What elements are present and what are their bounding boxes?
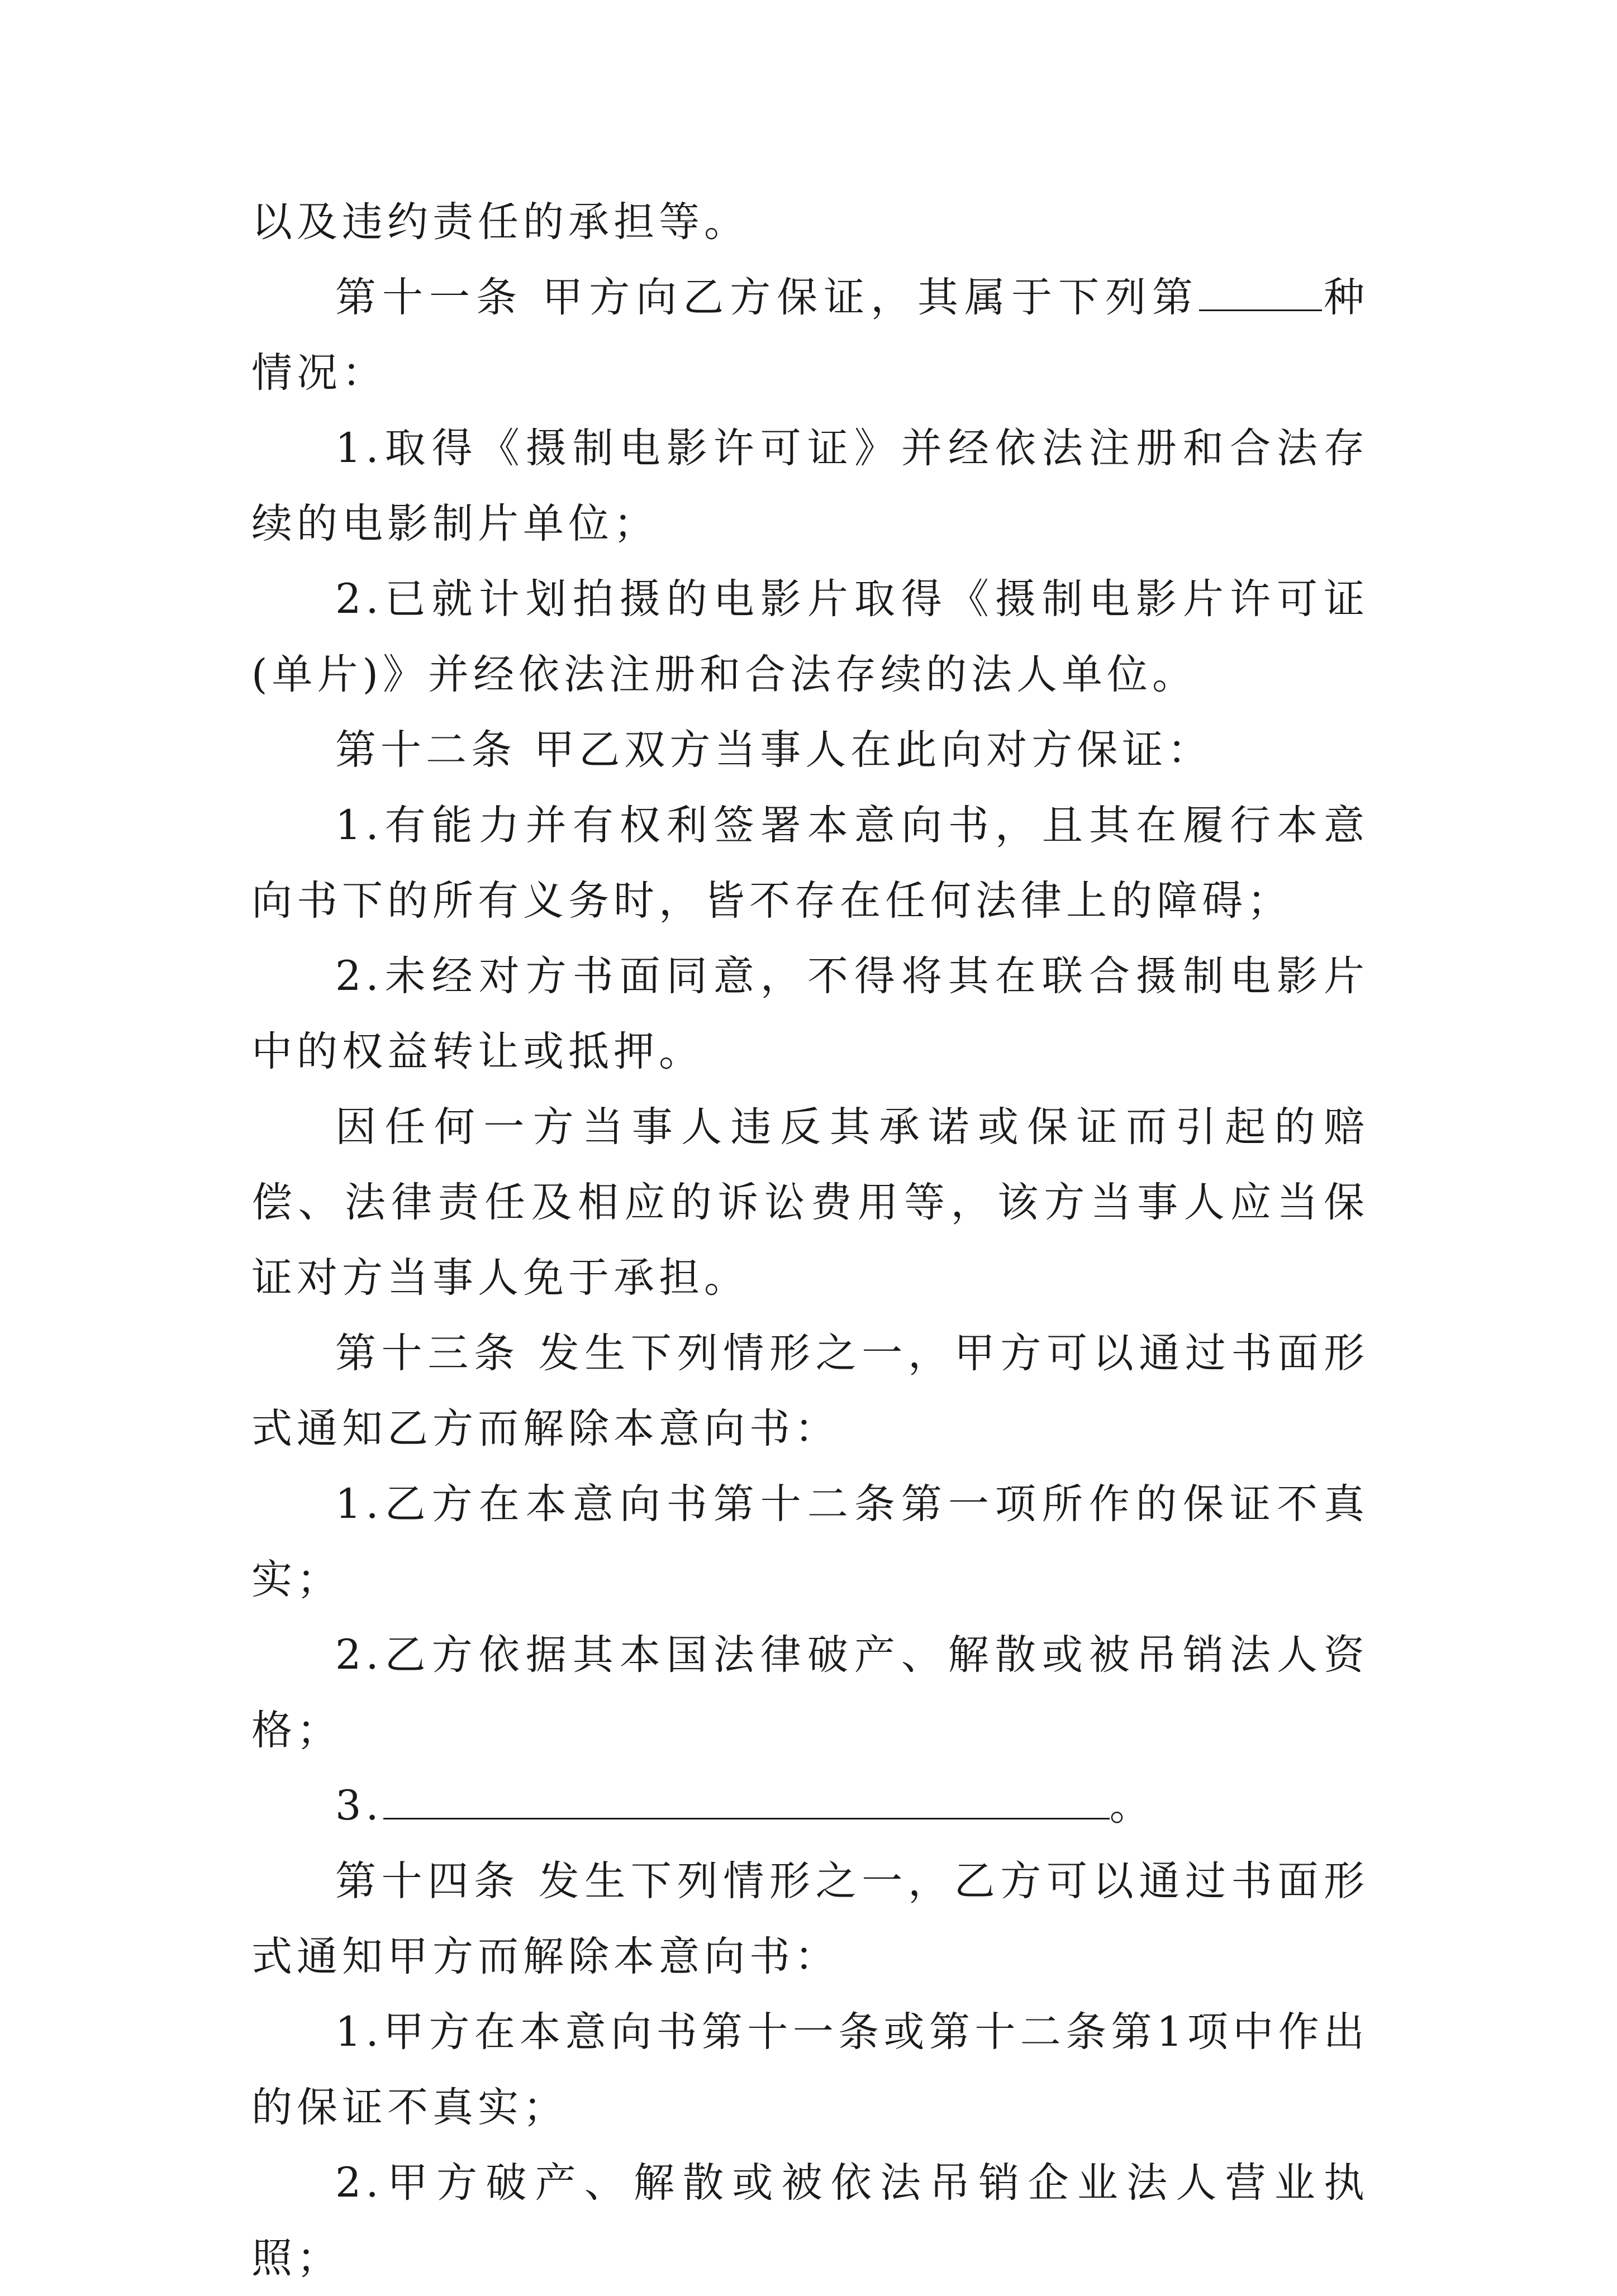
paragraph-article-11-item-1: 1.取得《摄制电影许可证》并经依法注册和合法存续的电影制片单位； (251, 425, 1369, 547)
paragraph-article-11 (251, 260, 1369, 411)
article-11-text-end: 种情况： (251, 274, 1369, 397)
paragraph-article-13: 第十三条 发生下列情形之一，甲方可以通过书面形式通知乙方而解除本意向书： (251, 1330, 1369, 1452)
paragraph-article-14-item-1: 1.甲方在本意向书第十一条或第十二条第1项中作出的保证不真实； (251, 2008, 1369, 2131)
fill-in-blank-option-number[interactable] (1199, 270, 1322, 311)
article-11-text: 第十一条 甲方向乙方保证，其属于下列第 (335, 274, 1199, 321)
fill-in-blank-item-3[interactable] (383, 1779, 1110, 1819)
paragraph-article-14-item-2: 2.甲方破产、解散或被依法吊销企业法人营业执照； (251, 2159, 1369, 2282)
paragraph-article-12-item-1: 1.有能力并有权利签署本意向书，且其在履行本意向书下的所有义务时，皆不存在任何法律上的障碍； (251, 802, 1369, 925)
paragraph-article-12-liability: 因任何一方当事人违反其承诺或保证而引起的赔偿、法律责任及相应的诉讼费用等，该方当事人应当保证对方当事人免于承担。 (251, 1103, 1369, 1302)
article-13-item-3-number: 3. (335, 1782, 383, 1830)
paragraph-article-13-item-1: 1.乙方在本意向书第十二条第一项所作的保证不真实； (251, 1480, 1369, 1603)
paragraph-article-11-item-2: 2.已就计划拍摄的电影片取得《摄制电影片许可证(单片)》并经依法注册和合法存续的法人单位。 (251, 575, 1369, 698)
paragraph-1: 以及违约责任的承担等。 (251, 198, 749, 246)
document-body (251, 184, 1369, 2296)
paragraph-article-14: 第十四条 发生下列情形之一，乙方可以通过书面形式通知甲方而解除本意向书： (251, 1857, 1369, 1980)
article-13-item-3-end: 。 (1109, 1782, 1155, 1830)
paragraph-article-13-item-3 (251, 1768, 1369, 1844)
paragraph-article-12: 第十二条 甲乙双方当事人在此向对方保证： (335, 726, 1213, 774)
paragraph-article-12-item-2: 2.未经对方书面同意，不得将其在联合摄制电影片中的权益转让或抵押。 (251, 952, 1369, 1075)
paragraph-article-13-item-2: 2.乙方依据其本国法律破产、解散或被吊销法人资格； (251, 1631, 1369, 1754)
